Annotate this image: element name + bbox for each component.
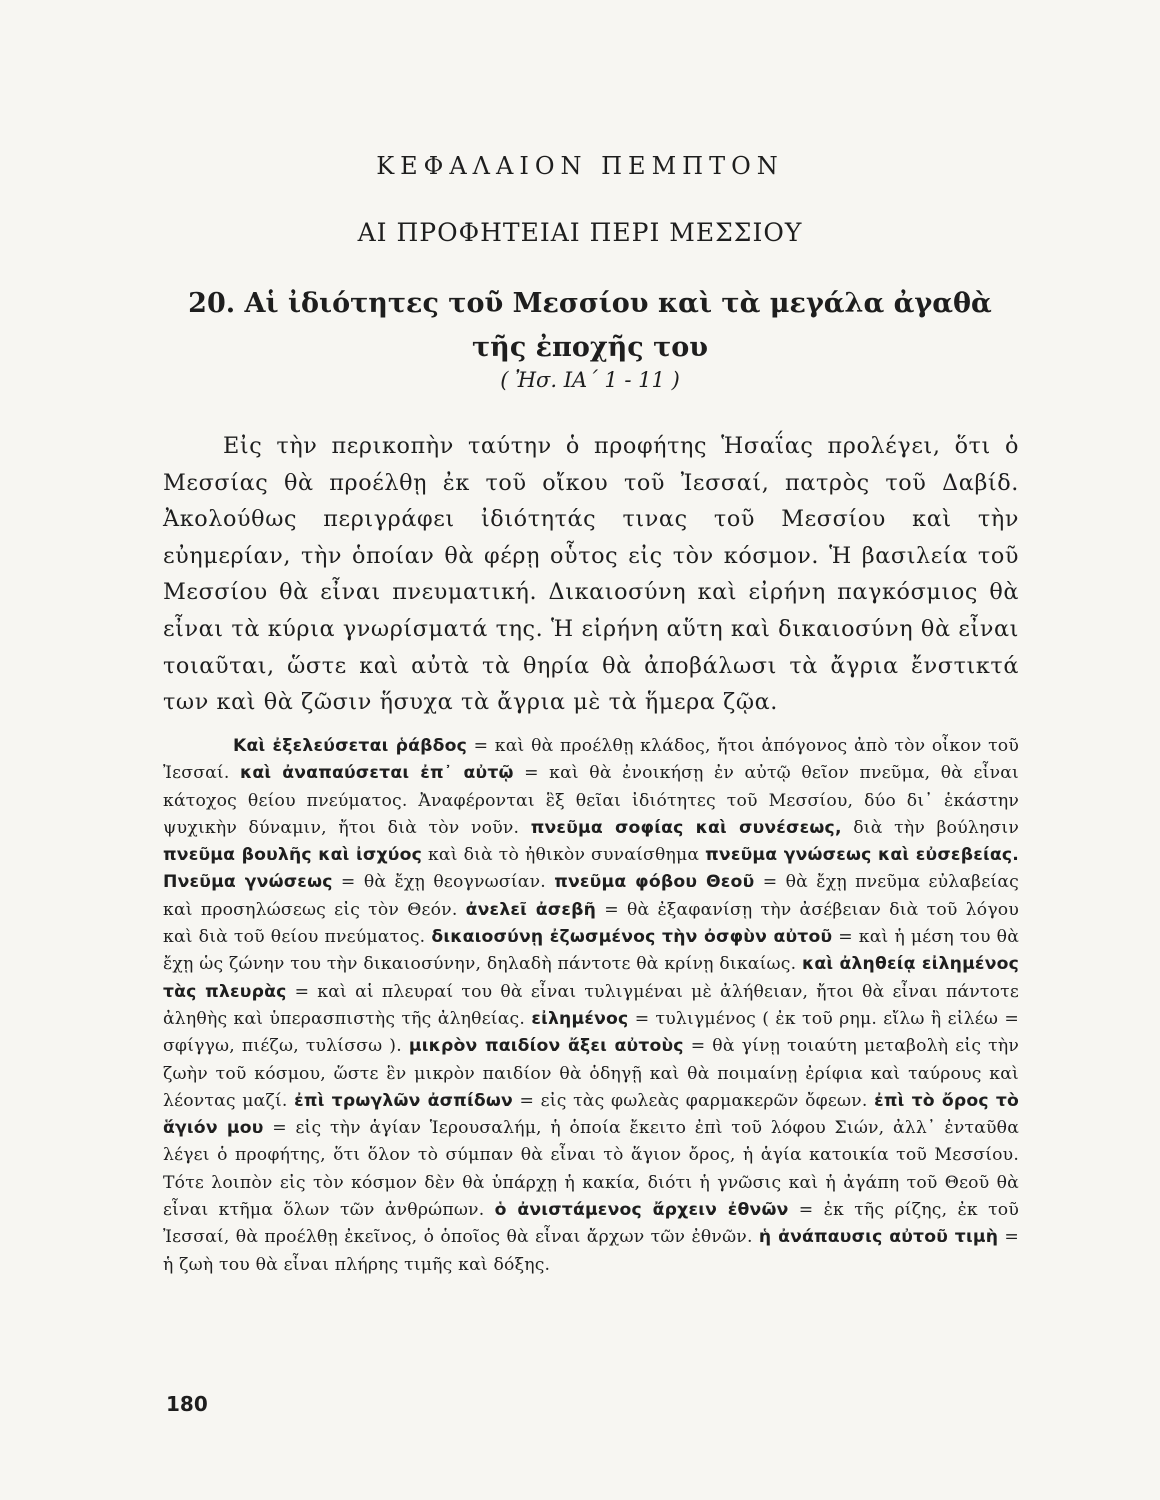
lemma-phrase: δικαιοσύνῃ ἐζωσμένος τὴν ὀσφὺν αὐτοῦ [431, 927, 833, 948]
lemma-phrase: ἐπὶ τὸ ὄρος τὸ ἅγιόν μου [163, 1090, 1020, 1139]
gloss-text: = καὶ θὰ ἐνοικήσῃ ἐν αὐτῷ θεῖον πνεῦμα, θὰ εἶναι κάτοχος θείου πνεύματος. Ἀναφέρονται ἓξ θεῖαι ἰδιότητες τοῦ Μεσσίου, δύο δι᾽ ἑκάστην ψυχικὴν δύναμιν, ἤτοι διὰ τὸν νοῦν. [163, 763, 1019, 838]
lemma-phrase: πνεῦμα σοφίας καὶ συνέσεως, [530, 817, 842, 838]
commentary-paragraph [163, 733, 1019, 1279]
section-heading [0, 282, 1160, 370]
gloss-text: διὰ τὴν βούλησιν [841, 817, 1019, 838]
gloss-text: = τυλιγμένος ( ἐκ τοῦ ρημ. εἴλω ἢ εἰλέω = σφίγγω, πιέζω, τυλίσσω ). [163, 1008, 1019, 1057]
gloss-text: = καὶ θὰ προέλθῃ κλάδος, ἤτοι ἀπόγονος ἀπὸ τὸν οἶκον τοῦ Ἰεσσαί. [163, 736, 1019, 784]
lemma-phrase: ἀνελεῖ ἀσεβῆ [465, 899, 597, 920]
body-paragraph: Εἰς τὴν περικοπὴν ταύτην ὁ προφήτης Ἡσαΐας προλέγει, ὅτι ὁ Μεσσίας θὰ προέλθῃ ἐκ τοῦ οἴκου τοῦ Ἰεσσαί, πατρὸς τοῦ Δαβίδ. Ἀκολούθως περιγράφει ἰδιότητάς τινας τοῦ Μεσσίου καὶ τὴν εὐημερίαν, τὴν ὁποίαν θὰ φέρῃ οὗτος εἰς τὸν κόσμον. Ἡ βασιλεία τοῦ Μεσσίου θὰ εἶναι πνευματική. Δικαιοσύνη καὶ εἰρήνη παγκόσμιος θὰ εἶναι τὰ κύρια γνωρίσματά της. Ἡ εἰρήνη αὕτη καὶ δικαιοσύνη θὰ εἶναι τοιαῦται, ὥστε καὶ αὐτὰ τὰ θηρία θὰ ἀποβάλωσι τὰ ἄγρια ἔνστικτά των καὶ θὰ ζῶσιν ἥσυχα τὰ ἄγρια μὲ τὰ ἥμερα ζῷα. [163, 433, 1019, 716]
gloss-text: καὶ διὰ τὸ ἠθικὸν συναίσθημα [422, 845, 706, 866]
gloss-text: = εἰς τὴν ἁγίαν Ἱερουσαλήμ, ἡ ὁποία ἔκειτο ἐπὶ τοῦ λόφου Σιών, ἀλλ᾽ ἐνταῦθα λέγει ὁ προφήτης, ὅτι ὅλον τὸ σύμπαν θὰ εἶναι τὸ ἅγιον ὄρος, ἡ ἁγία κατοικία τοῦ Μεσσίου. Τότε λοιπὸν εἰς τὸν κόσμον δὲν θὰ ὑπάρχῃ ἡ κακία, διότι ἡ γνῶσις καὶ ἡ ἀγάπη τοῦ Θεοῦ θὰ εἶναι κτῆμα ὅλων τῶν ἀνθρώπων. [163, 1118, 1019, 1221]
lemma-phrase: ὁ ἀνιστάμενος ἄρχειν ἐθνῶν [494, 1200, 789, 1221]
gloss-text: = καὶ ἡ μέση του θὰ ἔχῃ ὡς ζώνην του τὴν δικαιοσύνην, δηλαδὴ πάντοτε θὰ κρίνῃ δικαίως. [163, 927, 1020, 975]
lemma-phrase: πνεῦμα γνώσεως καὶ εὐσεβείας. Πνεῦμα γνώσεως [163, 845, 1019, 893]
page-number: 180 [166, 1392, 208, 1416]
scripture-reference: ( Ἠσ. ΙΑ΄ 1 - 11 ) [500, 368, 680, 392]
lemma-phrase: καὶ ἀληθείᾳ εἰλημένος τὰς πλευρὰς [163, 954, 1019, 1002]
lemma-phrase: ἐπὶ τρωγλῶν ἀσπίδων [294, 1090, 513, 1111]
lemma-phrase: μικρὸν παιδίον ἄξει αὐτοὺς [408, 1036, 684, 1057]
lemma-phrase: πνεῦμα βουλῆς καὶ ἰσχύος [163, 845, 423, 866]
heading-line-2: τῆς ἐποχῆς του [472, 332, 708, 363]
lemma-phrase: ἡ ἀνάπαυσις αὐτοῦ τιμὴ [758, 1227, 999, 1248]
gloss-text: = θὰ ἐξαφανίσῃ τὴν ἀσέβειαν διὰ τοῦ λόγου καὶ διὰ τοῦ θείου πνεύματος. [163, 899, 1019, 948]
lemma-phrase: καὶ ἀναπαύσεται ἐπ᾽ αὐτῷ [239, 763, 514, 784]
chapter-title: ΚΕΦΑΛΑΙΟΝ ΠΕΜΠΤΟΝ [376, 152, 784, 180]
gloss-text: = ἐκ τῆς ρίζης, ἐκ τοῦ Ἰεσσαί, θὰ προέλθῃ ἐκεῖνος, ὁ ὁποῖος θὰ εἶναι ἄρχων τῶν ἐθνῶν. [163, 1200, 1019, 1248]
gloss-text: = εἰς τὰς φωλεὰς φαρμακερῶν ὄφεων. [512, 1090, 875, 1111]
gloss-text: = ἡ ζωὴ του θὰ εἶναι πλήρης τιμῆς καὶ δόξης. [163, 1227, 1020, 1275]
gloss-text: = θὰ ἔχῃ πνεῦμα εὐλαβείας καὶ προσηλώσεως εἰς τὸν Θεόν. [163, 872, 1019, 920]
lemma-phrase: εἰλημένος [531, 1008, 629, 1029]
section-title: ΑΙ ΠΡΟΦΗΤΕΙΑΙ ΠΕΡΙ ΜΕΣΣΙΟΥ [357, 218, 803, 247]
gloss-text: = θὰ γίνῃ τοιαύτη μεταβολὴ εἰς τὴν ζωὴν τοῦ κόσμου, ὥστε ἓν μικρὸν παιδίον θὰ ὁδηγῇ καὶ θὰ ποιμαίνῃ ἐρίφια καὶ ταύρους καὶ λέοντας μαζί. [163, 1036, 1019, 1111]
gloss-text: = θὰ ἔχῃ θεογνωσίαν. [332, 872, 555, 893]
lemma-phrase: Καὶ ἐξελεύσεται ῥάβδος [233, 736, 468, 756]
lemma-phrase: πνεῦμα φόβου Θεοῦ [554, 872, 755, 893]
gloss-text: = καὶ αἱ πλευραί του θὰ εἶναι τυλιγμέναι μὲ ἀλήθειαν, ἤτοι θὰ εἶναι πάντοτε ἀληθὴς καὶ ὑπερασπιστὴς τῆς ἀληθείας. [163, 981, 1019, 1029]
heading-line-1: 20. Αἱ ἰδιότητες τοῦ Μεσσίου καὶ τὰ μεγάλα ἀγαθὰ [188, 288, 992, 319]
